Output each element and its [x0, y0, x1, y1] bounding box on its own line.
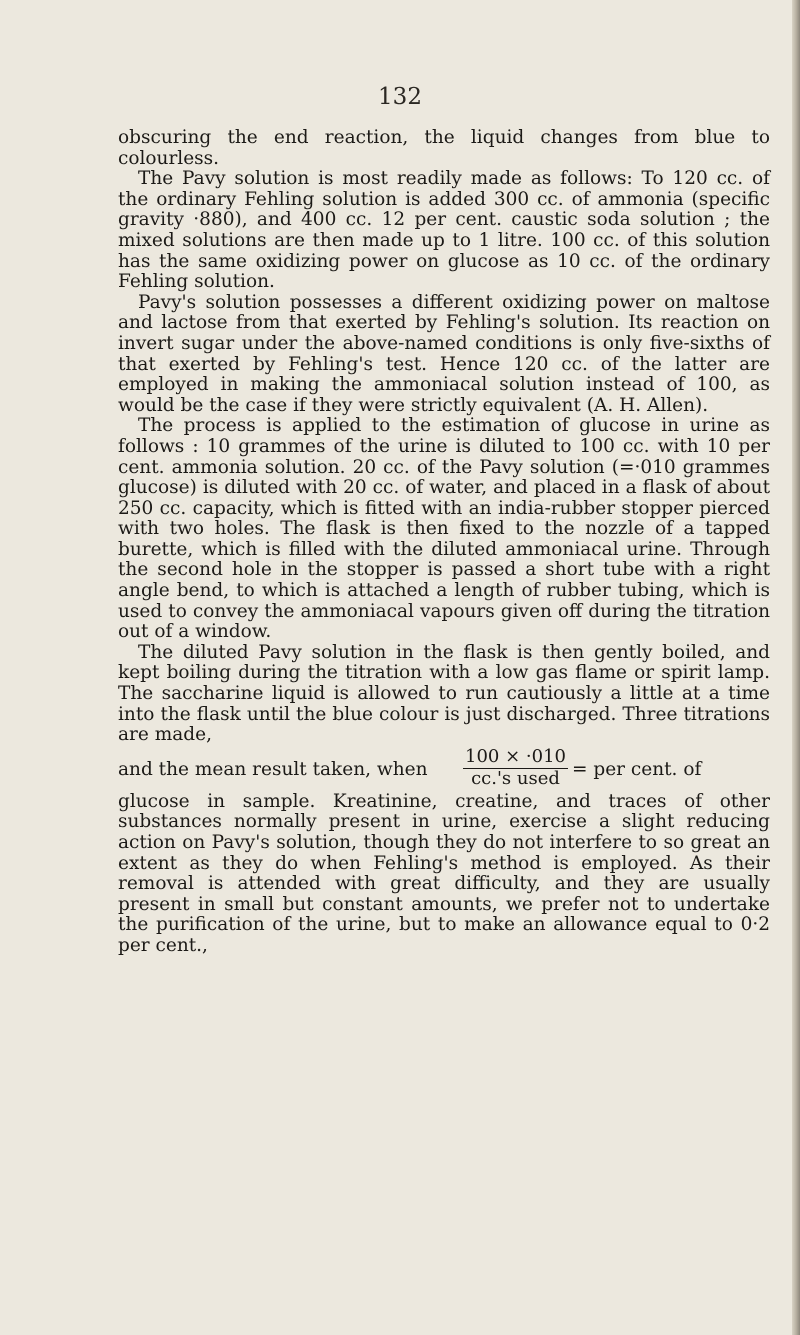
- formula-line: [118, 746, 770, 792]
- paragraph-6: glucose in sample. Kreatinine, creatine, and traces of other substances normally present in urine, exercise a slight reducing action on Pavy's solution, though they do not interfere to so great an extent as they do when Fehling's method is employed. As their removal is attended with great difficulty, and they are usually present in small but constant amounts, we prefer not to undertake the purification of the urine, but to make an allowance equal to 0·2 per cent.,: [118, 790, 770, 956]
- paragraph-2: The Pavy solution is most readily made as follows: To 120 cc. of the ordinary Fehling solution is added 300 cc. of ammonia (specific gravity ·880), and 400 cc. 12 per cent. caustic soda solution ; the mixed solutions are then made up to 1 litre. 100 cc. of this solution has the same oxidizing power on glucose as 10 cc. of the ordinary Fehling solution.: [118, 168, 770, 293]
- paragraph-5: The diluted Pavy solution in the flask is then gently boiled, and kept boiling during the titration with a low gas flame or spirit lamp. The saccharine liquid is allowed to run cautiously a little at a time into the flask until the blue colour is just discharged. Three titrations are made,: [118, 641, 770, 746]
- formula-numerator: 100 × ·010: [463, 746, 568, 769]
- formula-fraction: [463, 746, 568, 789]
- body-text: [118, 128, 770, 957]
- formula-post-text: = per cent. of: [572, 758, 702, 780]
- page-edge: [792, 0, 800, 1335]
- paragraph-3: Pavy's solution possesses a different oxidizing power on maltose and lactose from that exerted by Fehling's solution. Its reaction on invert sugar under the above-named conditions is only five-sixths of that exerted by Fehling's test. Hence 120 cc. of the latter are employed in making the ammoniacal solution instead of 100, as would be the case if they were strictly equivalent (A. H. Allen).: [118, 291, 770, 416]
- formula-pre-text: and the mean result taken, when: [118, 758, 428, 780]
- paragraph-1: obscuring the end reaction, the liquid changes from blue to colourless.: [118, 127, 770, 169]
- paragraph-4: The process is applied to the estimation of glucose in urine as follows : 10 grammes of the urine is diluted to 100 cc. with 10 per cent. ammonia solution. 20 cc. of the Pavy solution (=·010 grammes glucose) is diluted with 20 cc. of water, and placed in a flask of about 250 cc. capacity, which is fitted with an india-rubber stopper pierced with two holes. The flask is then fixed to the nozzle of a tapped burette, which is filled with the diluted ammoniacal urine. Through the second hole in the stopper is passed a short tube with a right angle bend, to which is attached a length of rubber tubing, which is used to convey the ammoniacal vapours given off during the titration out of a window.: [118, 415, 770, 643]
- page-number: 132: [378, 84, 422, 110]
- formula-denominator: cc.'s used: [471, 767, 560, 789]
